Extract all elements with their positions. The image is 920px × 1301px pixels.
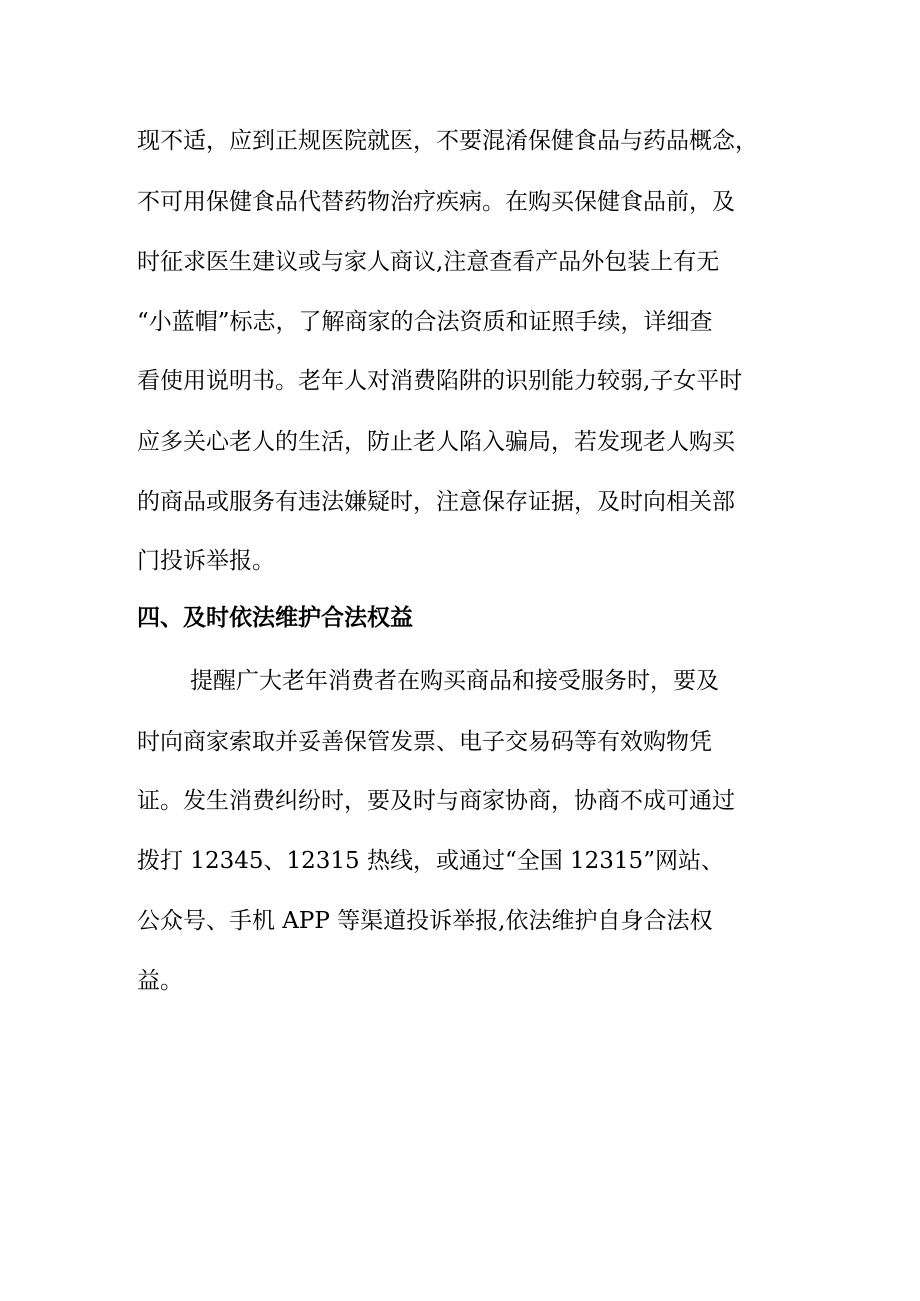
text-line: 提醒广大老年消费者在购买商品和接受服务时，要及 — [190, 668, 719, 694]
text-line: 不可用保健食品代替药物治疗疾病。在购买保健食品前，及 — [137, 189, 735, 215]
text-line: 时向商家索取并妥善保管发票、电子交易码等有效购物凭 — [137, 729, 712, 755]
text-line: “小蓝帽”标志，了解商家的合法资质和证照手续，详细查 — [137, 309, 713, 335]
text-line: 公众号、手机 APP 等渠道投诉举报,依法维护自身合法权 — [137, 908, 713, 934]
text-line: 拨打 12345、12315 热线，或通过“全国 12315”网站、 — [137, 848, 724, 874]
text-line: 看使用说明书。老年人对消费陷阱的识别能力较弱,子女平时 — [137, 368, 743, 394]
text-line: 证。发生消费纠纷时，要及时与商家协商，协商不成可通过 — [137, 788, 735, 814]
text-line: 时征求医生建议或与家人商议,注意查看产品外包装上有无 — [137, 249, 720, 275]
text-line: 应多关心老人的生活，防止老人陷入骗局，若发现老人购买 — [137, 429, 735, 455]
text-line: 现不适，应到正规医院就医，不要混淆保健食品与药品概念， — [137, 128, 758, 154]
text-line: 益。 — [137, 968, 183, 994]
section-heading: 四、及时依法维护合法权益 — [137, 605, 413, 631]
text-line: 门投诉举报。 — [137, 548, 275, 574]
text-line: 的商品或服务有违法嫌疑时，注意保存证据，及时向相关部 — [137, 489, 735, 515]
